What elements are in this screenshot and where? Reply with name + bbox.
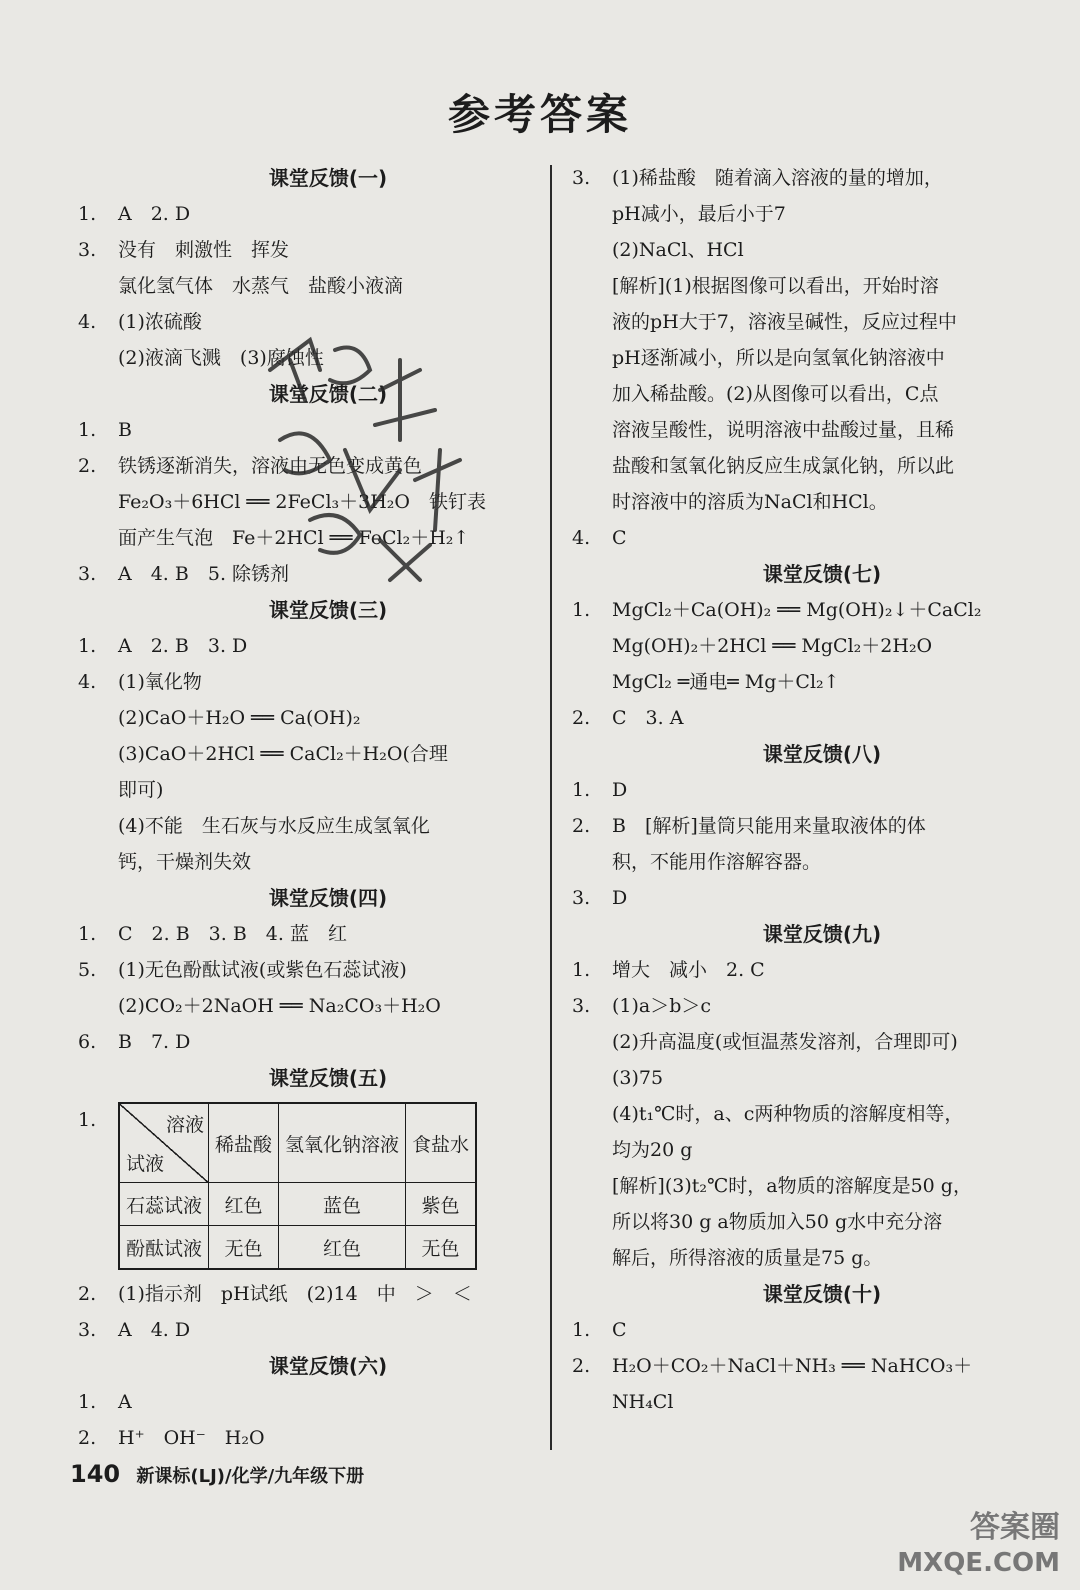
answer-text: B bbox=[118, 419, 132, 441]
section-title: 课堂反馈(十) bbox=[762, 1282, 882, 1306]
item-number: 3. bbox=[572, 167, 591, 189]
table-row bbox=[119, 1226, 476, 1270]
right-column bbox=[572, 160, 1032, 1420]
answer-text: (1)无色酚酞试液(或紫色石蕊试液) bbox=[118, 959, 407, 981]
answer-continuation: (2)CO₂＋2NaOH ══ Na₂CO₃＋H₂O bbox=[118, 995, 441, 1017]
answer-continuation: (2)升高温度(或恒温蒸发溶剂，合理即可) bbox=[612, 1031, 958, 1053]
section-title: 课堂反馈(一) bbox=[268, 166, 388, 190]
section-title: 课堂反馈(七) bbox=[762, 562, 882, 586]
answer-line bbox=[572, 772, 1032, 808]
answer-line bbox=[78, 664, 538, 700]
answer-continuation: 钙，干燥剂失效 bbox=[118, 851, 252, 873]
answer-line bbox=[78, 1420, 538, 1456]
answer-line bbox=[572, 988, 1032, 1024]
item-number: 1. bbox=[78, 923, 97, 945]
answer-text: B 7. D bbox=[118, 1031, 191, 1053]
answer-line bbox=[78, 1024, 538, 1060]
item-number: 2. bbox=[572, 1355, 591, 1377]
answer-text: B [解析]量筒只能用来量取液体的体 bbox=[612, 815, 926, 837]
item-number: 1. bbox=[572, 959, 591, 981]
page-number: 140 bbox=[70, 1460, 121, 1488]
column-divider bbox=[550, 165, 552, 1450]
item-number: 2. bbox=[78, 1427, 97, 1449]
answer-text: C 3. A bbox=[612, 707, 684, 729]
answer-line bbox=[572, 160, 1032, 196]
answer-text: A 2. D bbox=[118, 203, 191, 225]
answer-text: (1)指示剂 pH试纸 (2)14 中 ＞ ＜ bbox=[118, 1283, 472, 1305]
answer-continuation: (2)液滴飞溅 (3)腐蚀性 bbox=[118, 347, 324, 369]
answer-line bbox=[572, 1348, 1032, 1384]
answer-text: (1)氧化物 bbox=[118, 671, 202, 693]
answer-continuation: 氯化氢气体 水蒸气 盐酸小液滴 bbox=[118, 275, 404, 297]
answer-continuation: (3)CaO＋2HCl ══ CaCl₂＋H₂O(合理 bbox=[118, 743, 448, 765]
answer-line bbox=[78, 628, 538, 664]
item-number: 4. bbox=[78, 311, 97, 333]
answer-continuation: NH₄Cl bbox=[612, 1391, 674, 1413]
answer-text: A 2. B 3. D bbox=[118, 635, 248, 657]
table-header-row bbox=[119, 1103, 476, 1183]
item-number: 6. bbox=[78, 1031, 97, 1053]
answer-text: A 4. B 5. 除锈剂 bbox=[118, 563, 290, 585]
answer-line bbox=[572, 952, 1032, 988]
item-number: 1. bbox=[78, 419, 97, 441]
answer-text: A bbox=[118, 1391, 132, 1413]
answer-text: C bbox=[612, 527, 627, 549]
table-answer-wrap bbox=[78, 1102, 538, 1270]
answer-line bbox=[78, 556, 538, 592]
section-title: 课堂反馈(九) bbox=[762, 922, 882, 946]
page-footer bbox=[70, 1460, 364, 1488]
section-title: 课堂反馈(八) bbox=[762, 742, 882, 766]
answer-line bbox=[78, 1312, 538, 1348]
answer-text: 铁锈逐渐消失，溶液由无色变成黄色 bbox=[118, 455, 423, 477]
table-row bbox=[119, 1183, 476, 1226]
answer-line bbox=[78, 916, 538, 952]
table-cell: 红色 bbox=[209, 1183, 279, 1226]
item-number: 5. bbox=[78, 959, 97, 981]
section-title: 课堂反馈(四) bbox=[268, 886, 388, 910]
answer-continuation: (3)75 bbox=[612, 1067, 664, 1089]
answer-line bbox=[78, 196, 538, 232]
answer-continuation: MgCl₂ ═通电═ Mg＋Cl₂↑ bbox=[612, 671, 840, 693]
corner-top-label: 溶液 bbox=[165, 1114, 204, 1136]
item-number: 2. bbox=[78, 1283, 97, 1305]
table-cell: 无色 bbox=[209, 1226, 279, 1270]
left-column bbox=[78, 160, 538, 1456]
answer-continuation: 所以将30 g a物质加入50 g水中充分溶 bbox=[612, 1211, 943, 1233]
answer-continuation: 液的pH大于7，溶液呈碱性，反应过程中 bbox=[612, 311, 957, 333]
answer-continuation: 均为20 g bbox=[612, 1139, 693, 1161]
answer-text: MgCl₂＋Ca(OH)₂ ══ Mg(OH)₂↓＋CaCl₂ bbox=[612, 599, 982, 621]
answer-line bbox=[78, 1276, 538, 1312]
answer-text: D bbox=[612, 779, 628, 801]
section-title: 课堂反馈(五) bbox=[268, 1066, 388, 1090]
answer-continuation: [解析](3)t₂℃时，a物质的溶解度是50 g， bbox=[612, 1175, 972, 1197]
answer-line bbox=[78, 232, 538, 268]
answer-continuation: pH逐渐减小，所以是向氢氧化钠溶液中 bbox=[612, 347, 945, 369]
item-number: 3. bbox=[78, 239, 97, 261]
corner-bottom-label: 试液 bbox=[126, 1153, 165, 1175]
answer-text: (1)稀盐酸 随着滴入溶液的量的增加， bbox=[612, 167, 943, 189]
item-number: 1. bbox=[572, 599, 591, 621]
item-number: 3. bbox=[572, 995, 591, 1017]
item-number: 1. bbox=[78, 1109, 97, 1131]
answer-continuation: Fe₂O₃＋6HCl ══ 2FeCl₃＋3H₂O 铁钉表 bbox=[118, 491, 486, 513]
table-header-cell: 稀盐酸 bbox=[209, 1103, 279, 1183]
watermark-line2: MXQE.COM bbox=[897, 1548, 1060, 1578]
item-number: 2. bbox=[572, 707, 591, 729]
answer-line bbox=[78, 1384, 538, 1420]
answer-continuation: 面产生气泡 Fe＋2HCl ══ FeCl₂＋H₂↑ bbox=[118, 527, 470, 549]
answer-line bbox=[78, 448, 538, 484]
answer-continuation: 盐酸和氢氧化钠反应生成氯化钠，所以此 bbox=[612, 455, 955, 477]
item-number: 4. bbox=[78, 671, 97, 693]
answer-line bbox=[572, 1312, 1032, 1348]
watermark-logo bbox=[897, 1511, 1060, 1580]
page-title: 参考答案 bbox=[447, 90, 632, 139]
table-cell: 红色 bbox=[279, 1226, 406, 1270]
table-cell: 无色 bbox=[406, 1226, 477, 1270]
answer-text: 没有 刺激性 挥发 bbox=[118, 239, 290, 261]
answer-text: D bbox=[612, 887, 628, 909]
answer-line bbox=[572, 520, 1032, 556]
answer-line bbox=[78, 304, 538, 340]
table-cell: 紫色 bbox=[406, 1183, 477, 1226]
answer-continuation: 解后，所得溶液的质量是75 g。 bbox=[612, 1247, 883, 1269]
item-number: 4. bbox=[572, 527, 591, 549]
answer-text: C 2. B 3. B 4. 蓝 红 bbox=[118, 923, 347, 945]
answer-line bbox=[572, 592, 1032, 628]
answer-line bbox=[572, 808, 1032, 844]
answer-text: (1)浓硫酸 bbox=[118, 311, 202, 333]
answer-continuation: pH减小，最后小于7 bbox=[612, 203, 786, 225]
answer-line bbox=[78, 412, 538, 448]
item-number: 3. bbox=[78, 1319, 97, 1341]
table-header-cell: 食盐水 bbox=[406, 1103, 477, 1183]
answer-text: C bbox=[612, 1319, 627, 1341]
answer-continuation: Mg(OH)₂＋2HCl ══ MgCl₂＋2H₂O bbox=[612, 635, 933, 657]
table-row-label: 酚酞试液 bbox=[119, 1226, 209, 1270]
answer-continuation: 溶液呈酸性，说明溶液中盐酸过量，且稀 bbox=[612, 419, 955, 441]
book-info: 新课标(LJ)/化学/九年级下册 bbox=[136, 1466, 365, 1487]
item-number: 1. bbox=[572, 779, 591, 801]
table-corner-cell bbox=[119, 1103, 209, 1183]
item-number: 1. bbox=[78, 203, 97, 225]
item-number: 2. bbox=[572, 815, 591, 837]
answer-continuation: 即可) bbox=[118, 779, 164, 801]
answer-line bbox=[78, 952, 538, 988]
section-title: 课堂反馈(六) bbox=[268, 1354, 388, 1378]
answer-text: 增大 减小 2. C bbox=[612, 959, 765, 981]
table-cell: 蓝色 bbox=[279, 1183, 406, 1226]
table-row-label: 石蕊试液 bbox=[119, 1183, 209, 1226]
answer-continuation: 时溶液中的溶质为NaCl和HCl。 bbox=[612, 491, 888, 513]
answer-continuation: (2)NaCl、HCl bbox=[612, 239, 744, 261]
item-number: 3. bbox=[572, 887, 591, 909]
answer-text: H₂O＋CO₂＋NaCl＋NH₃ ══ NaHCO₃＋ bbox=[612, 1355, 973, 1377]
item-number: 3. bbox=[78, 563, 97, 585]
answer-text: A 4. D bbox=[118, 1319, 191, 1341]
section-title: 课堂反馈(三) bbox=[268, 598, 388, 622]
watermark-line1: 答案圈 bbox=[970, 1510, 1060, 1545]
answer-continuation: (2)CaO＋H₂O ══ Ca(OH)₂ bbox=[118, 707, 361, 729]
answer-continuation: (4)不能 生石灰与水反应生成氢氧化 bbox=[118, 815, 430, 837]
answer-text: (1)a＞b＞c bbox=[612, 995, 712, 1017]
table-header-cell: 氢氧化钠溶液 bbox=[279, 1103, 406, 1183]
item-number: 1. bbox=[78, 1391, 97, 1413]
answer-continuation: [解析](1)根据图像可以看出，开始时溶 bbox=[612, 275, 939, 297]
answer-text: H⁺ OH⁻ H₂O bbox=[118, 1427, 265, 1449]
answer-line bbox=[572, 700, 1032, 736]
item-number: 1. bbox=[78, 635, 97, 657]
answer-continuation: 加入稀盐酸。(2)从图像可以看出，C点 bbox=[612, 383, 939, 405]
section-title: 课堂反馈(二) bbox=[268, 382, 388, 406]
item-number: 1. bbox=[572, 1319, 591, 1341]
answer-continuation: (4)t₁℃时，a、c两种物质的溶解度相等， bbox=[612, 1103, 964, 1125]
answer-line bbox=[572, 880, 1032, 916]
indicator-color-table bbox=[118, 1102, 477, 1270]
answer-continuation: 积，不能用作溶解容器。 bbox=[612, 851, 822, 873]
item-number: 2. bbox=[78, 455, 97, 477]
